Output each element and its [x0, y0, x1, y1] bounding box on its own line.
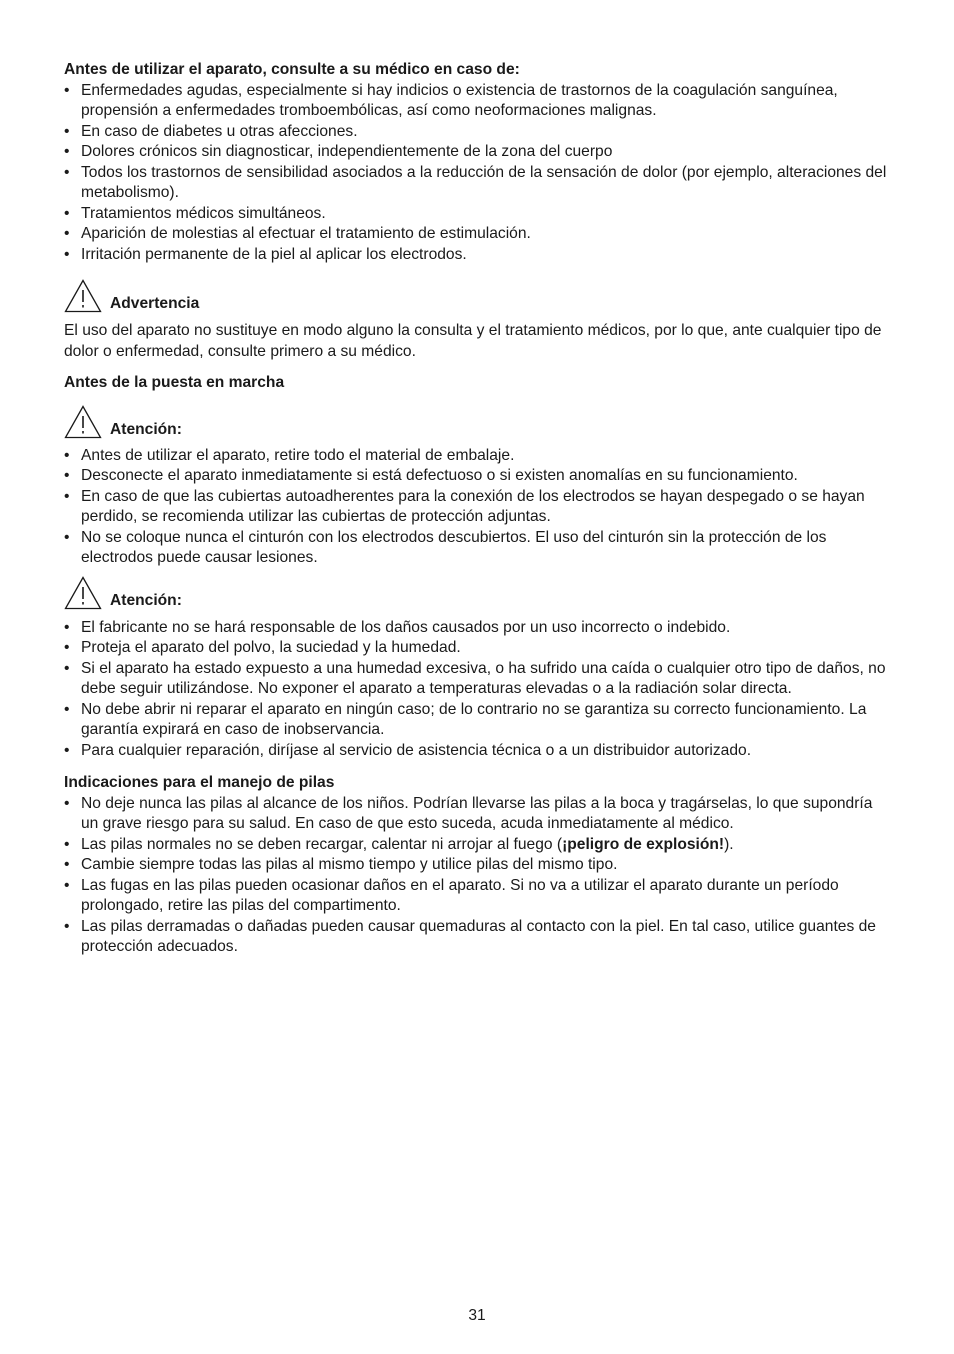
- list-item: • Enfermedades agudas, especialmente si hay indicios o existencia de trastornos de la coagulación sanguínea, propensión a enfermedades tromboembólicas, así como neoformaciones malignas.: [64, 81, 890, 122]
- list-item: • Desconecte el aparato inmediatamente si está defectuoso o si existen anomalías en su funcionamiento.: [64, 466, 890, 487]
- warning-triangle-icon: [64, 405, 102, 439]
- list-item: • No se coloque nunca el cinturón con los electrodos descubiertos. El uso del cinturón sin la protección de los electrodos puede causar lesiones.: [64, 528, 890, 569]
- section-heading-before-start: Antes de la puesta en marcha: [64, 374, 285, 391]
- list-item: • No debe abrir ni reparar el aparato en ningún caso; de lo contrario no se garantiza su correcto funcionamiento. La garantía expirará en caso de inobservancia.: [64, 700, 890, 741]
- explosion-warning-text: ¡peligro de explosión!: [562, 835, 725, 853]
- list-item-text: ).: [724, 835, 734, 853]
- list-item: • Antes de utilizar el aparato, retire todo el material de embalaje.: [64, 446, 890, 467]
- list-item: • Cambie siempre todas las pilas al mismo tiempo y utilice pilas del mismo tipo.: [64, 855, 890, 876]
- page-number: 31: [468, 1307, 486, 1324]
- list-item: • Proteja el aparato del polvo, la suciedad y la humedad.: [64, 638, 890, 659]
- list-item: • Irritación permanente de la piel al aplicar los electrodos.: [64, 245, 890, 266]
- warning-triangle-icon: [64, 279, 102, 313]
- attention-label: Atención:: [110, 591, 182, 609]
- consult-doctor-list: [64, 81, 890, 266]
- list-item: • El fabricante no se hará responsable de los daños causados por un uso incorrecto o indebido.: [64, 618, 890, 639]
- attention-header: [64, 405, 890, 439]
- list-item: • Dolores crónicos sin diagnosticar, independientemente de la zona del cuerpo: [64, 142, 890, 163]
- warning-header: [64, 279, 890, 313]
- warning-text: El uso del aparato no sustituye en modo alguno la consulta y el tratamiento médicos, por lo que, ante cualquier tipo de dolor o enfermedad, consulte primero a su médico.: [64, 322, 882, 360]
- attention-label: Atención:: [110, 420, 182, 438]
- batteries-list: [64, 794, 890, 958]
- list-item: • En caso de que las cubiertas autoadherentes para la conexión de los electrodos se hayan despegado o se hayan perdido, se recomienda utilizar las cubiertas de protección adjuntas.: [64, 487, 890, 528]
- attention-list-1: [64, 446, 890, 569]
- attention-list-2: [64, 618, 890, 762]
- list-item-text: Las pilas normales no se deben recargar, calentar ni arrojar al fuego (: [81, 835, 563, 853]
- list-item: • En caso de diabetes u otras afecciones.: [64, 122, 890, 143]
- list-item: [64, 835, 890, 856]
- list-item: • Las pilas derramadas o dañadas pueden causar quemaduras al contacto con la piel. En tal caso, utilice guantes de protección adecuados.: [64, 917, 890, 958]
- section-heading-consult-doctor: Antes de utilizar el aparato, consulte a su médico en caso de:: [64, 61, 520, 78]
- list-item: • Aparición de molestias al efectuar el tratamiento de estimulación.: [64, 224, 890, 245]
- list-item: • Tratamientos médicos simultáneos.: [64, 204, 890, 225]
- list-item: • No deje nunca las pilas al alcance de los niños. Podrían llevarse las pilas a la boca y tragárselas, lo que supondría un grave riesgo para su salud. En caso de que esto suceda, acuda inmediatamente al médico.: [64, 794, 890, 835]
- list-item: • Si el aparato ha estado expuesto a una humedad excesiva, o ha sufrido una caída o cualquier otro tipo de daños, no debe seguir utilizándose. No exponer el aparato a temperaturas elevadas o a la radiación solar directa.: [64, 659, 890, 700]
- list-item: • Las fugas en las pilas pueden ocasionar daños en el aparato. Si no va a utilizar el aparato durante un período prolongado, retire las pilas del compartimento.: [64, 876, 890, 917]
- section-heading-batteries: Indicaciones para el manejo de pilas: [64, 774, 335, 791]
- list-item: • Para cualquier reparación, diríjase al servicio de asistencia técnica o a un distribuidor autorizado.: [64, 741, 890, 762]
- list-item: • Todos los trastornos de sensibilidad asociados a la reducción de la sensación de dolor (por ejemplo, alteraciones del metabolismo).: [64, 163, 890, 204]
- warning-label: Advertencia: [110, 295, 200, 312]
- attention-header: [64, 576, 890, 610]
- warning-triangle-icon: [64, 576, 102, 610]
- document-page: [64, 60, 890, 958]
